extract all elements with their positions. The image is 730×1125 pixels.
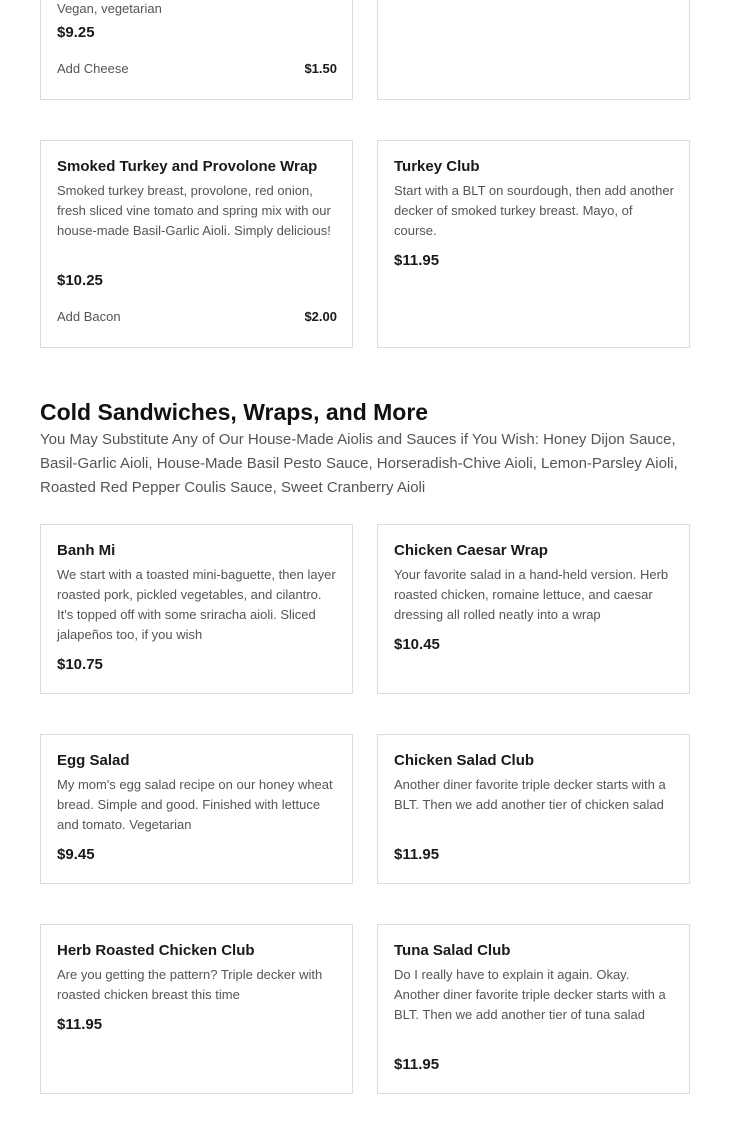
addon-label[interactable]: Add Bacon bbox=[57, 309, 121, 324]
menu-item-price: $9.45 bbox=[57, 846, 95, 863]
menu-item-description: Your favorite salad in a hand-held version. Herb roasted chicken, romaine lettuce, and caesar dressing all rolled neatly into a wrap bbox=[394, 567, 669, 622]
menu-item-price: $9.25 bbox=[57, 24, 95, 41]
section-subtitle: You May Substitute Any of Our House-Made Aiolis and Sauces if You Wish: Honey Dijon Sauce, Basil-Garlic Aioli, House-Made Basil Pesto Sauce, Horseradish-Chive Aioli, Lemon-Parsley Aioli, Roasted Red Pepper Coulis Sauce, Sweet Cranberry Aioli bbox=[40, 431, 678, 496]
menu-item-title: Chicken Caesar Wrap bbox=[394, 542, 548, 559]
menu-item-description: Vegan, vegetarian bbox=[57, 1, 162, 16]
menu-item-description: We start with a toasted mini-baguette, then layer roasted pork, pickled vegetables, and cilantro. It's topped off with some sriracha aioli. Sliced jalapeños too, if you wish bbox=[57, 567, 336, 642]
menu-item-price: $10.75 bbox=[57, 656, 103, 673]
addon-price: $2.00 bbox=[304, 309, 337, 324]
menu-item-card[interactable] bbox=[377, 524, 690, 694]
menu-item-description: Are you getting the pattern? Triple decker with roasted chicken breast this time bbox=[57, 967, 323, 1002]
menu-item-price: $11.95 bbox=[57, 1016, 103, 1033]
menu-item-card[interactable] bbox=[40, 924, 353, 1094]
menu-item-card[interactable] bbox=[377, 140, 690, 348]
menu-item-card[interactable] bbox=[40, 0, 353, 100]
menu-item-description: My mom's egg salad recipe on our honey wheat bread. Simple and good. Finished with lettuce and tomato. Vegetarian bbox=[57, 777, 333, 832]
menu-item-card[interactable] bbox=[40, 734, 353, 884]
menu-item-card[interactable] bbox=[377, 0, 690, 100]
menu-item-price: $10.25 bbox=[57, 272, 103, 289]
menu-item-title: Chicken Salad Club bbox=[394, 752, 535, 769]
addon-label[interactable]: Add Cheese bbox=[57, 61, 129, 76]
menu-item-title: Tuna Salad Club bbox=[394, 942, 511, 959]
menu-item-title: Egg Salad bbox=[57, 752, 130, 769]
menu-item-title: Banh Mi bbox=[57, 542, 116, 559]
section-title: Cold Sandwiches, Wraps, and More bbox=[40, 399, 429, 425]
addon-price: $1.50 bbox=[304, 61, 337, 76]
menu-item-price: $10.45 bbox=[394, 636, 440, 653]
menu-item-title: Herb Roasted Chicken Club bbox=[57, 942, 255, 959]
menu-item-description: Do I really have to explain it again. Okay. Another diner favorite triple decker starts with a BLT. Then we add another tier of tuna salad bbox=[394, 967, 666, 1022]
menu-item-card[interactable] bbox=[40, 140, 353, 348]
menu-item-title: Smoked Turkey and Provolone Wrap bbox=[57, 158, 318, 175]
menu-item-price: $11.95 bbox=[394, 846, 440, 863]
menu-item-description: Start with a BLT on sourdough, then add another decker of smoked turkey breast. Mayo, of course. bbox=[394, 183, 674, 238]
menu-item-price: $11.95 bbox=[394, 1056, 440, 1073]
menu-item-description: Smoked turkey breast, provolone, red onion, fresh sliced vine tomato and spring mix with our house-made Basil-Garlic Aioli. Simply delicious! bbox=[57, 183, 331, 238]
menu-item-title: Turkey Club bbox=[394, 158, 480, 175]
menu-item-card[interactable] bbox=[377, 734, 690, 884]
menu-item-price: $11.95 bbox=[394, 252, 440, 269]
menu-item-description: Another diner favorite triple decker starts with a BLT. Then we add another tier of chicken salad bbox=[394, 777, 666, 812]
menu-item-card[interactable] bbox=[377, 924, 690, 1094]
menu-item-card[interactable] bbox=[40, 524, 353, 694]
